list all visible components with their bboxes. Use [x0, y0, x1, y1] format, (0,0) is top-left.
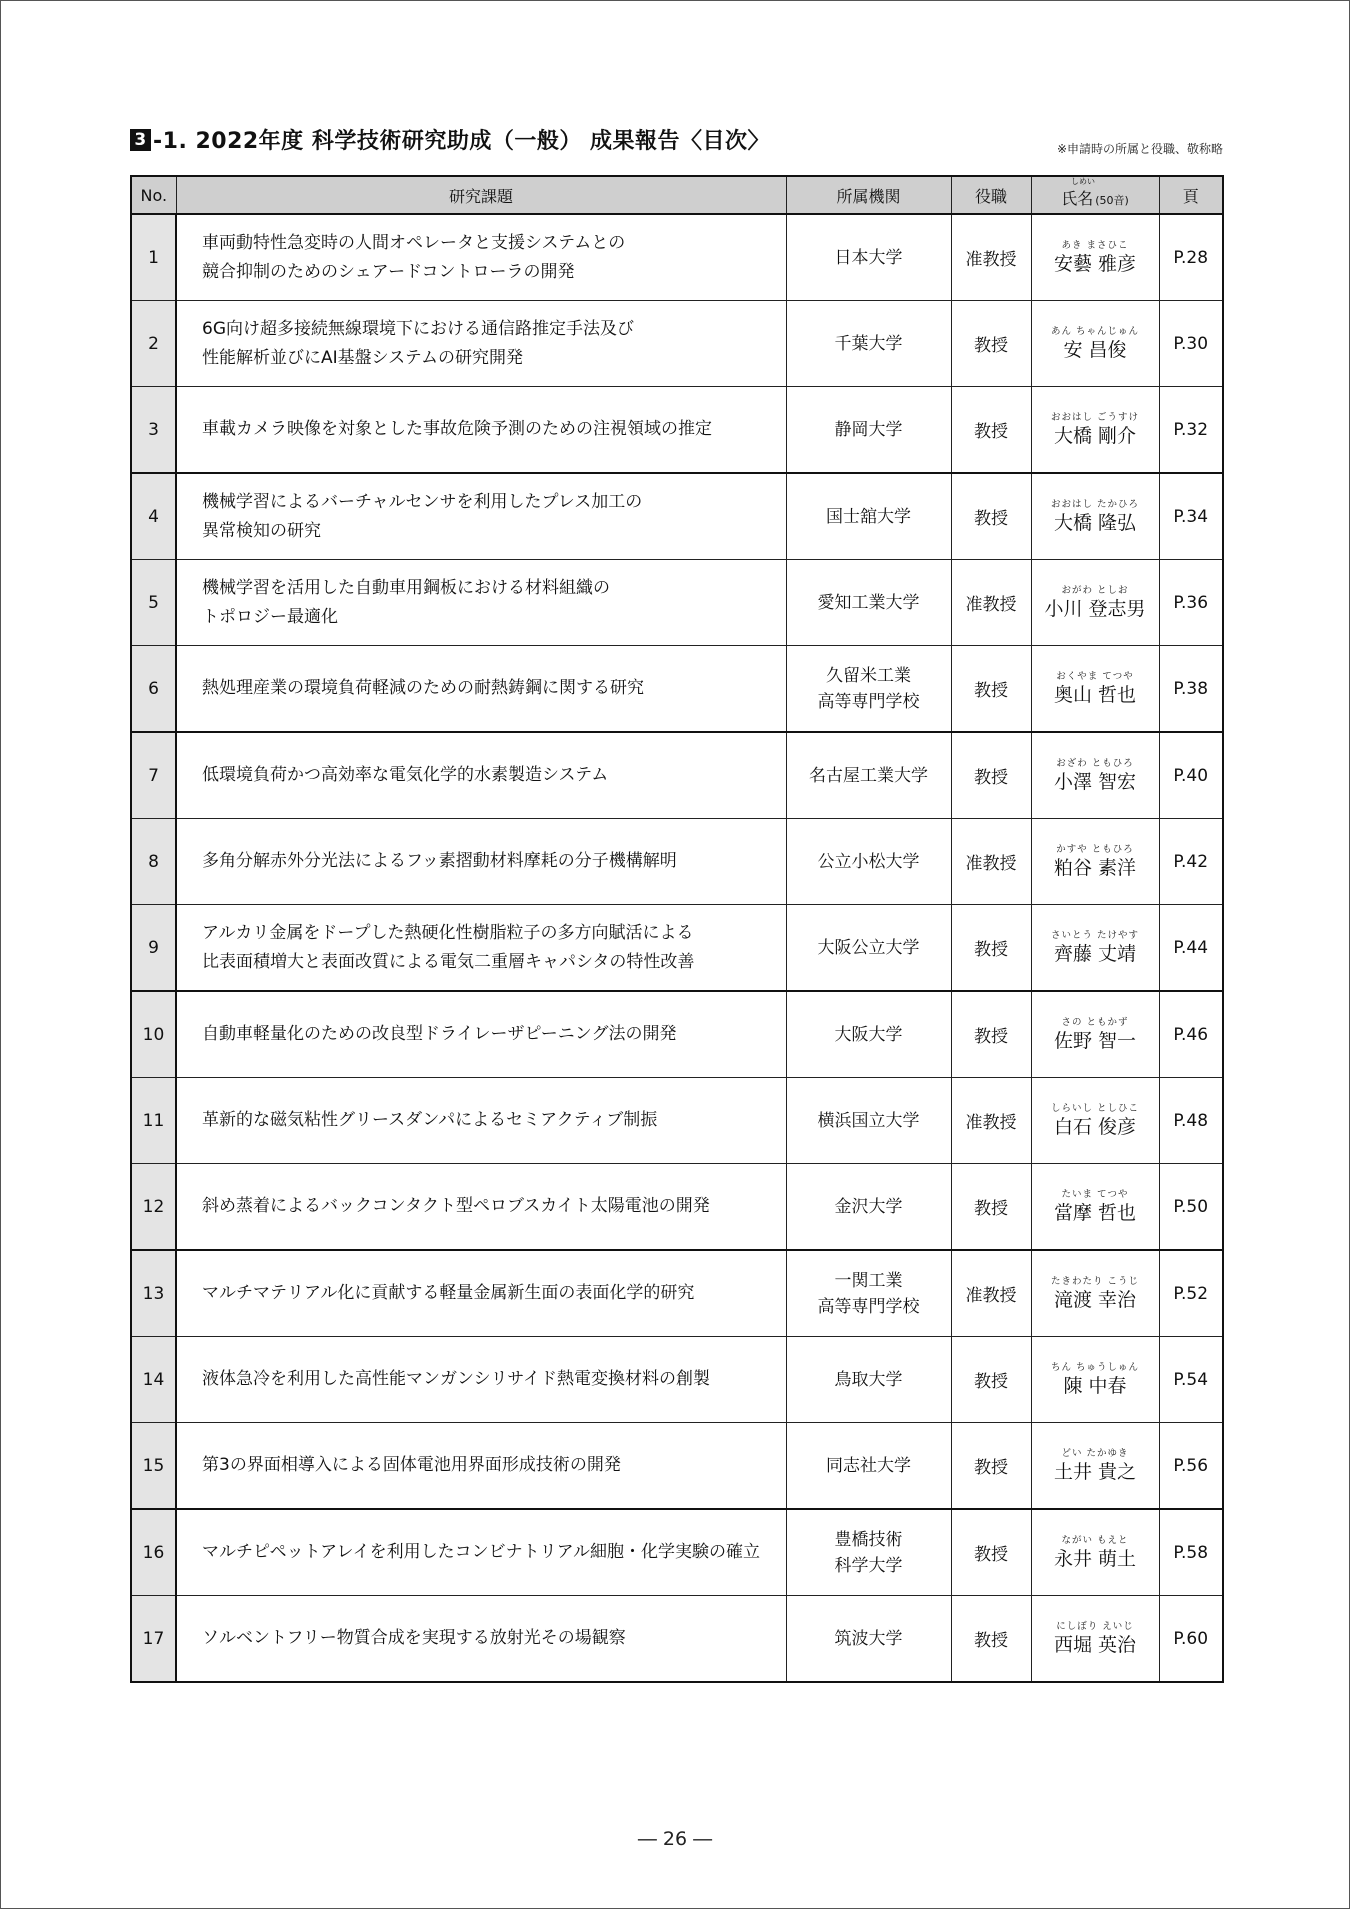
name-text: 奥山 哲也	[1053, 684, 1137, 706]
institution	[786, 1596, 951, 1683]
page-ref: P.32	[1159, 387, 1223, 474]
name-furigana: おざわ ともひろ	[1056, 758, 1134, 769]
table-row	[131, 732, 1223, 819]
subject-line: 熱処理産業の環境負荷軽減のための耐熱鋳鋼に関する研究	[202, 678, 644, 698]
title-text: -1. 2022年度 科学技術研究助成（一般） 成果報告〈目次〉	[153, 129, 771, 154]
subject-line: ソルベントフリー物質合成を実現する放射光その場観察	[202, 1628, 626, 1648]
institution	[786, 646, 951, 733]
position: 教授	[951, 732, 1031, 819]
section-number-badge: 3	[130, 129, 151, 151]
table-row	[131, 214, 1223, 301]
institution-line: 静岡大学	[834, 419, 903, 440]
page-ref: P.60	[1159, 1596, 1223, 1683]
research-subject	[176, 387, 786, 474]
name-text: 安藝 雅彦	[1053, 253, 1137, 275]
subject-line: 6G向け超多接続無線環境下における通信路推定手法及び	[202, 318, 634, 339]
institution	[786, 1337, 951, 1423]
page-ref: P.30	[1159, 301, 1223, 387]
row-number: 13	[131, 1250, 176, 1337]
row-number: 17	[131, 1596, 176, 1683]
name-text: 小澤 智宏	[1053, 771, 1137, 793]
position: 教授	[951, 1337, 1031, 1423]
researcher-name	[1031, 1509, 1159, 1596]
institution	[786, 1078, 951, 1164]
page-ref: P.34	[1159, 473, 1223, 560]
position: 教授	[951, 1509, 1031, 1596]
name-furigana: おくやま てつや	[1056, 671, 1134, 682]
table-header-row	[131, 176, 1223, 214]
researcher-name	[1031, 1164, 1159, 1251]
institution-line: 名古屋工業大学	[809, 765, 928, 786]
subject-line: 比表面積増大と表面改質による電気二重層キャパシタの特性改善	[202, 951, 695, 972]
table-row	[131, 1078, 1223, 1164]
institution	[786, 1509, 951, 1596]
position: 教授	[951, 1596, 1031, 1683]
name-text: 小川 登志男	[1044, 598, 1146, 620]
table-row	[131, 1596, 1223, 1683]
institution	[786, 819, 951, 905]
institution-line: 一関工業	[834, 1270, 903, 1291]
subject-line: 自動車軽量化のための改良型ドライレーザピーニング法の開発	[202, 1024, 677, 1044]
researcher-name	[1031, 301, 1159, 387]
row-number: 14	[131, 1337, 176, 1423]
table-row	[131, 905, 1223, 992]
page-ref: P.36	[1159, 560, 1223, 646]
name-furigana: さいとう たけやす	[1050, 930, 1140, 941]
table-row	[131, 991, 1223, 1078]
row-number: 1	[131, 214, 176, 301]
position: 教授	[951, 1164, 1031, 1251]
subject-line: 革新的な磁気粘性グリースダンパによるセミアクティブ制振	[202, 1110, 658, 1130]
name-furigana: さの ともかず	[1061, 1017, 1129, 1028]
row-number: 12	[131, 1164, 176, 1251]
table-row	[131, 1423, 1223, 1510]
table-row	[131, 1509, 1223, 1596]
name-furigana: あき まさひこ	[1061, 240, 1129, 251]
position: 教授	[951, 301, 1031, 387]
name-furigana: たいま てつや	[1061, 1189, 1129, 1200]
subject-line: 性能解析並びにAI基盤システムの研究開発	[202, 347, 523, 368]
subject-line: 異常検知の研究	[202, 520, 321, 541]
page-ref: P.52	[1159, 1250, 1223, 1337]
page-ref: P.28	[1159, 214, 1223, 301]
institution-line: 横浜国立大学	[817, 1110, 920, 1131]
research-subject	[176, 1596, 786, 1683]
header-name	[1031, 176, 1159, 214]
name-text: 粕谷 素洋	[1053, 857, 1137, 879]
position: 准教授	[951, 819, 1031, 905]
institution	[786, 473, 951, 560]
institution-line: 千葉大学	[834, 333, 903, 354]
row-number: 6	[131, 646, 176, 733]
position: 教授	[951, 905, 1031, 992]
name-furigana: しらいし としひこ	[1050, 1103, 1140, 1114]
page-title	[130, 124, 770, 155]
researcher-name	[1031, 1078, 1159, 1164]
header-name-sub: (50音)	[1095, 193, 1129, 207]
research-subject	[176, 1164, 786, 1251]
researcher-name	[1031, 991, 1159, 1078]
page-ref: P.48	[1159, 1078, 1223, 1164]
institution-line: 科学大学	[834, 1555, 903, 1576]
position: 准教授	[951, 214, 1031, 301]
header-institution: 所属機関	[786, 176, 951, 214]
name-text: 滝渡 幸治	[1053, 1289, 1137, 1311]
page-ref: P.58	[1159, 1509, 1223, 1596]
row-number: 10	[131, 991, 176, 1078]
institution-line: 久留米工業	[826, 665, 911, 686]
researcher-name	[1031, 819, 1159, 905]
subject-line: トポロジー最適化	[202, 606, 338, 627]
header-name-furigana: しめい	[1071, 176, 1095, 186]
subject-line: 液体急冷を利用した高性能マンガンシリサイド熱電変換材料の創製	[202, 1369, 711, 1389]
position: 教授	[951, 1423, 1031, 1510]
page-number: ― 26 ―	[637, 1828, 713, 1850]
name-text: 土井 貴之	[1053, 1461, 1137, 1483]
research-subject	[176, 905, 786, 992]
research-subject	[176, 1250, 786, 1337]
page-ref: P.42	[1159, 819, 1223, 905]
page-ref: P.38	[1159, 646, 1223, 733]
table-row	[131, 646, 1223, 733]
name-furigana: かすや ともひろ	[1056, 844, 1134, 855]
name-text: 齊藤 丈靖	[1053, 943, 1137, 965]
row-number: 5	[131, 560, 176, 646]
table-row	[131, 819, 1223, 905]
institution	[786, 1423, 951, 1510]
institution	[786, 991, 951, 1078]
institution	[786, 905, 951, 992]
page-ref: P.50	[1159, 1164, 1223, 1251]
institution-line: 愛知工業大学	[817, 592, 920, 613]
institution	[786, 560, 951, 646]
institution	[786, 214, 951, 301]
subject-line: マルチピペットアレイを利用したコンビナトリアル細胞・化学実験の確立	[202, 1542, 760, 1562]
research-subject	[176, 732, 786, 819]
researcher-name	[1031, 1423, 1159, 1510]
name-text: 大橋 剛介	[1053, 425, 1137, 447]
research-subject	[176, 560, 786, 646]
name-text: 安 昌俊	[1063, 339, 1127, 361]
affiliation-note: ※申請時の所属と役職、敬称略	[1056, 142, 1223, 156]
subject-line: マルチマテリアル化に貢献する軽量金属新生面の表面化学的研究	[202, 1283, 695, 1303]
row-number: 2	[131, 301, 176, 387]
header-no: No.	[131, 176, 176, 214]
institution	[786, 732, 951, 819]
position: 准教授	[951, 1078, 1031, 1164]
row-number: 15	[131, 1423, 176, 1510]
name-furigana: おおはし ごうすけ	[1050, 412, 1140, 423]
table-row	[131, 560, 1223, 646]
position: 教授	[951, 646, 1031, 733]
institution-line: 高等専門学校	[817, 1296, 920, 1317]
position: 教授	[951, 387, 1031, 474]
researcher-name	[1031, 473, 1159, 560]
position: 准教授	[951, 1250, 1031, 1337]
research-subject	[176, 819, 786, 905]
name-furigana: おおはし たかひろ	[1050, 499, 1140, 510]
name-text: 西堀 英治	[1053, 1634, 1137, 1656]
researcher-name	[1031, 387, 1159, 474]
table-row	[131, 387, 1223, 474]
name-furigana: たきわたり こうじ	[1050, 1276, 1140, 1287]
subject-line: 第3の界面相導入による固体電池用界面形成技術の開発	[202, 1455, 621, 1475]
row-number: 8	[131, 819, 176, 905]
name-furigana: どい たかゆき	[1061, 1448, 1129, 1459]
subject-line: 機械学習を活用した自動車用鋼板における材料組織の	[202, 577, 610, 598]
institution-line: 公立小松大学	[817, 851, 920, 872]
institution-line: 大阪公立大学	[817, 937, 920, 958]
research-subject	[176, 1337, 786, 1423]
researcher-name	[1031, 905, 1159, 992]
name-text: 當摩 哲也	[1053, 1202, 1137, 1224]
name-text: 佐野 智一	[1053, 1030, 1137, 1052]
institution-line: 豊橋技術	[834, 1529, 903, 1550]
researcher-name	[1031, 1250, 1159, 1337]
institution-line: 鳥取大学	[834, 1369, 903, 1390]
table-row	[131, 1250, 1223, 1337]
subject-line: 競合抑制のためのシェアードコントローラの開発	[202, 261, 575, 282]
row-number: 9	[131, 905, 176, 992]
page-ref: P.46	[1159, 991, 1223, 1078]
subject-line: 機械学習によるバーチャルセンサを利用したプレス加工の	[202, 491, 643, 512]
research-subject	[176, 1078, 786, 1164]
name-furigana: おがわ としお	[1061, 585, 1129, 596]
header-page: 頁	[1159, 176, 1223, 214]
institution-line: 国士舘大学	[826, 506, 911, 527]
subject-line: 低環境負荷かつ高効率な電気化学的水素製造システム	[202, 765, 609, 785]
row-number: 3	[131, 387, 176, 474]
row-number: 7	[131, 732, 176, 819]
name-text: 大橋 隆弘	[1053, 512, 1137, 534]
table-row	[131, 1164, 1223, 1251]
institution-line: 金沢大学	[834, 1196, 903, 1217]
table-row	[131, 473, 1223, 560]
page-ref: P.56	[1159, 1423, 1223, 1510]
research-subject	[176, 214, 786, 301]
table-row	[131, 301, 1223, 387]
researcher-name	[1031, 646, 1159, 733]
position: 教授	[951, 991, 1031, 1078]
researcher-name	[1031, 1337, 1159, 1423]
subject-line: 斜め蒸着によるバックコンタクト型ペロブスカイト太陽電池の開発	[202, 1196, 710, 1216]
header-name-label: 氏名	[1061, 188, 1094, 208]
institution	[786, 301, 951, 387]
research-subject	[176, 301, 786, 387]
header-position: 役職	[951, 176, 1031, 214]
institution-line: 日本大学	[834, 247, 903, 268]
page-ref: P.54	[1159, 1337, 1223, 1423]
name-furigana: にしぼり えいじ	[1056, 1621, 1134, 1632]
name-text: 白石 俊彦	[1053, 1116, 1137, 1138]
subject-line: 多角分解赤外分光法によるフッ素摺動材料摩耗の分子機構解明	[202, 851, 677, 871]
researcher-name	[1031, 1596, 1159, 1683]
institution	[786, 1164, 951, 1251]
research-subject	[176, 991, 786, 1078]
page-ref: P.40	[1159, 732, 1223, 819]
research-subject	[176, 473, 786, 560]
name-furigana: あん ちゃんじゅん	[1050, 326, 1140, 337]
name-furigana: ながい もえと	[1061, 1535, 1129, 1546]
institution-line: 同志社大学	[826, 1455, 911, 1476]
row-number: 4	[131, 473, 176, 560]
name-text: 陳 中春	[1063, 1375, 1127, 1397]
research-subject	[176, 1423, 786, 1510]
researcher-name	[1031, 560, 1159, 646]
researcher-name	[1031, 732, 1159, 819]
institution	[786, 387, 951, 474]
institution	[786, 1250, 951, 1337]
subject-line: 車載カメラ映像を対象とした事故危険予測のための注視領域の推定	[202, 419, 712, 439]
header-subject: 研究課題	[176, 176, 786, 214]
position: 准教授	[951, 560, 1031, 646]
researcher-name	[1031, 214, 1159, 301]
name-text: 永井 萌土	[1053, 1548, 1137, 1570]
subject-line: アルカリ金属をドープした熱硬化性樹脂粒子の多方向賦活による	[202, 922, 694, 943]
institution-line: 高等専門学校	[817, 691, 920, 712]
report-index-table	[130, 175, 1224, 1683]
position: 教授	[951, 473, 1031, 560]
research-subject	[176, 1509, 786, 1596]
subject-line: 車両動特性急変時の人間オペレータと支援システムとの	[202, 232, 626, 253]
row-number: 16	[131, 1509, 176, 1596]
table-row	[131, 1337, 1223, 1423]
name-furigana: ちん ちゅうしゅん	[1050, 1362, 1140, 1373]
research-subject	[176, 646, 786, 733]
page-ref: P.44	[1159, 905, 1223, 992]
row-number: 11	[131, 1078, 176, 1164]
institution-line: 大阪大学	[834, 1024, 903, 1045]
institution-line: 筑波大学	[834, 1628, 903, 1649]
